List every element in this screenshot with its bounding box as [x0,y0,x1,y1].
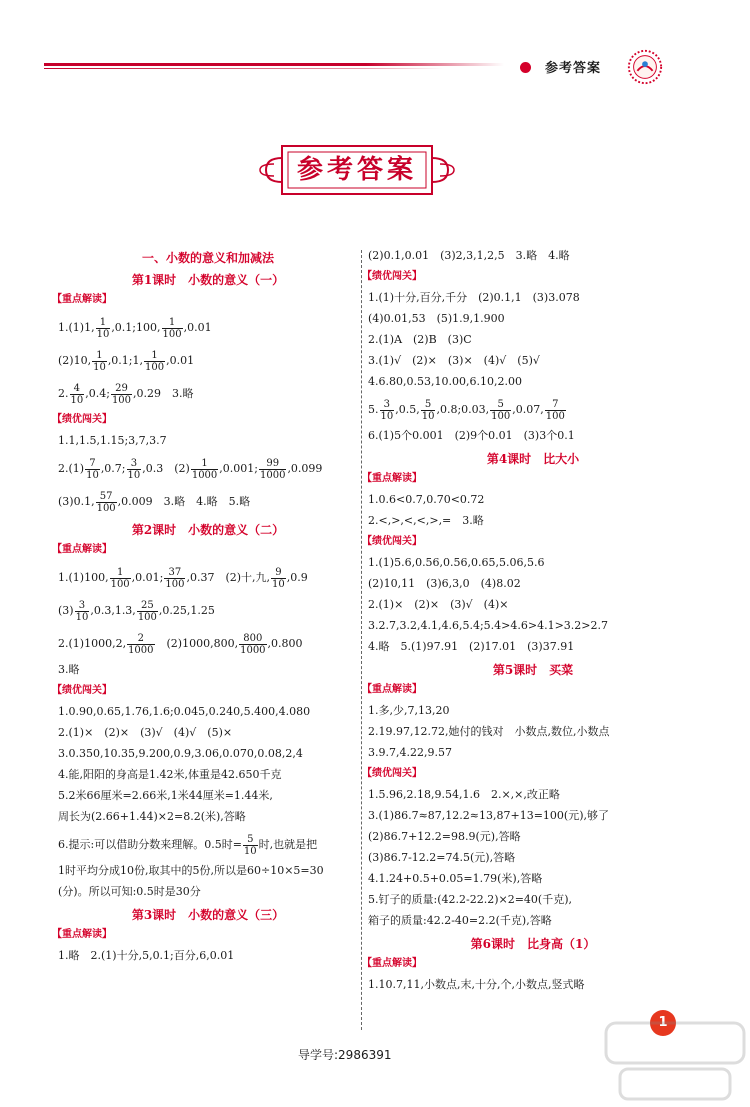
answer-line: 2.(1) $\frac{7}{10}$ ,0.7; $\frac{3}{10}$ ,0.3 (2) $\frac{1}{1000}$ ,0.001; $\frac{99}{1000}$ ,0.099 [58,457,323,481]
answer-line: 周长为(2.66+1.44)×2=8.2(米),答略 [58,810,246,823]
answer-line: (4)0.01,53 (5)1.9,1.900 [368,312,505,325]
answer-line: 1时平均分成10份,取其中的5份,所以是60÷10×5=30 [58,864,324,877]
answer-line: (2)10,11 (3)6,3,0 (4)8.02 [368,577,521,590]
fraction: $\frac{1}{100}$ [110,566,130,590]
answer-line: 1.(1)100, $\frac{1}{100}$ ,0.01; $\frac{37}{100}$ ,0.37 (2)十,九, $\frac{9}{10}$ ,0.9 [58,566,308,590]
guide-number: 导学号:2986391 [298,1048,392,1062]
fraction: $\frac{57}{100}$ [96,490,116,514]
answer-line: 2.(1)1000,2, $\frac{2}{1000}$ (2)1000,800, $\frac{800}{1000}$ ,0.800 [58,632,303,656]
answer-line: 1.0.6<0.7,0.70<0.72 [368,493,485,506]
fraction: $\frac{5}{100}$ [491,398,511,422]
answer-line: (2)86.7+12.2=98.9(元),答略 [368,830,521,843]
header-bullet-icon [520,62,531,73]
lesson-heading: 第6课时 比身高（1） [470,937,596,951]
answer-line: 1.5.96,2.18,9.54,1.6 2.×,×,改正略 [368,788,560,801]
section-label: 【重点解读】 [362,958,422,969]
answer-line: 6.提示:可以借助分数来理解。0.5时= $\frac{5}{10}$ 时,也就是把 [58,833,318,857]
fraction: $\frac{1}{100}$ [145,349,165,373]
section-label: 【重点解读】 [52,929,112,940]
left-column [52,250,358,971]
answer-line: 4.6.80,0.53,10.00,6.10,2.00 [368,375,522,388]
column-divider [361,250,362,1030]
answer-line: 4.略 5.(1)97.91 (2)17.01 (3)37.91 [368,640,575,653]
fraction: $\frac{7}{100}$ [545,398,565,422]
answer-line: 3.(1)√ (2)× (3)× (4)√ (5)√ [368,354,540,367]
fraction: $\frac{25}{100}$ [137,599,157,623]
fraction: $\frac{5}{10}$ [421,398,435,422]
section-label: 【绩优闯关】 [362,768,422,779]
answer-line: 1.(1)十分,百分,千分 (2)0.1,1 (3)3.078 [368,291,580,304]
answer-line: 2.(1)× (2)× (3)√ (4)√ (5)× [58,726,233,739]
answer-line: 1.(1)1, $\frac{1}{10}$ ,0.1;100, $\frac{1}{100}$ ,0.01 [58,316,212,340]
section-label: 【重点解读】 [52,294,112,305]
answer-line: 6.(1)5个0.001 (2)9个0.01 (3)3个0.1 [368,429,575,442]
fraction: $\frac{9}{10}$ [272,566,285,590]
fraction: $\frac{2}{1000}$ [128,632,154,656]
fraction: $\frac{4}{10}$ [70,382,84,406]
answer-line: (分)。所以可知:0.5时是30分 [58,885,201,898]
answer-line: 1.10.7,11,小数点,末,十分,个,小数点,竖式略 [368,978,585,991]
answer-line: 箱子的质量:42.2-40=2.2(千克),答略 [368,914,552,927]
answer-line: 5.钉子的质量:(42.2-22.2)×2=40(千克), [368,893,572,906]
header-title: 参考答案 [545,61,602,76]
fraction: $\frac{37}{100}$ [165,566,185,590]
answer-line: 3.(1)86.7≈87,12.2≈13,87+13=100(元),够了 [368,809,609,822]
fraction: $\frac{7}{10}$ [86,457,99,481]
page-title: 参考答案 [296,155,417,185]
answer-line: 3.2.7,3.2,4.1,4.6,5.4;5.4>4.6>4.1>3.2>2.7 [368,619,608,632]
answer-line: 3.9.7,4.22,9.57 [368,746,452,759]
fraction: $\frac{1}{1000}$ [191,457,218,481]
fraction: $\frac{3}{10}$ [75,599,89,623]
fraction: $\frac{5}{10}$ [243,833,257,857]
lesson-heading: 第3课时 小数的意义（三） [131,908,285,922]
answer-line: 4.能,阳阳的身高是1.42米,体重是42.650千克 [58,768,282,781]
answer-line: 3.0.350,10.35,9.200,0.9,3.06,0.070,0.08,2,4 [58,747,303,760]
fraction: $\frac{3}{10}$ [127,457,141,481]
fraction: $\frac{29}{100}$ [111,382,132,406]
lesson-heading: 第5课时 买菜 [492,663,574,677]
section-label: 【绩优闯关】 [52,685,112,696]
answer-line: 1.略 2.(1)十分,5,0.1;百分,6,0.01 [58,949,235,962]
watermark-logo-icon [600,1015,750,1107]
answer-line: 2.19.97,12.72,她付的钱对 小数点,数位,小数点 [368,725,610,738]
section-label: 【重点解读】 [362,684,422,695]
header-rule [44,63,504,66]
header-rule-thin [44,68,444,69]
answer-line: (3) $\frac{3}{10}$ ,0.3,1.3, $\frac{25}{100}$ ,0.25,1.25 [58,599,215,623]
answer-line: (3)86.7-12.2=74.5(元),答略 [368,851,516,864]
section-label: 【绩优闯关】 [362,271,422,282]
page-number: 1 [650,1010,676,1036]
answer-line: 1.1,1.5,1.15;3,7,3.7 [58,434,167,447]
fraction: $\frac{1}{100}$ [162,316,182,340]
answer-line: 1.多,少,7,13,20 [368,704,450,717]
right-column [362,249,698,1000]
answer-line: 2.<,>,<,<,>,= 3.略 [368,514,484,527]
section-label: 【重点解读】 [362,473,422,484]
answer-line: (2)10, $\frac{1}{10}$ ,0.1;1, $\frac{1}{100}$ ,0.01 [58,349,195,373]
section-label: 【绩优闯关】 [52,414,112,425]
lesson-heading: 第4课时 比大小 [486,452,580,466]
book-emblem-icon [626,48,664,86]
answer-line: 2.(1)× (2)× (3)√ (4)× [368,598,509,611]
fraction: $\frac{800}{1000}$ [240,632,266,656]
lesson-heading: 第1课时 小数的意义（一） [131,273,285,287]
fraction: $\frac{1}{10}$ [96,316,110,340]
section-label: 【绩优闯关】 [362,536,422,547]
fraction: $\frac{1}{10}$ [93,349,106,373]
answer-line: (3)0.1, $\frac{57}{100}$ ,0.009 3.略 4.略 5.略 [58,490,251,514]
answer-line: 4.1.24+0.5+0.05=1.79(米),答略 [368,872,543,885]
answer-line: 1.(1)5.6,0.56,0.56,0.65,5.06,5.6 [368,556,545,569]
answer-line: 3.略 [58,663,80,676]
answer-line: 2.(1)A (2)B (3)C [368,333,472,346]
answer-line: 2. $\frac{4}{10}$ ,0.4; $\frac{29}{100}$ ,0.29 3.略 [58,382,194,406]
fraction: $\frac{3}{10}$ [380,398,394,422]
answer-line: 5. $\frac{3}{10}$ ,0.5, $\frac{5}{10}$ ,0.8;0.03, $\frac{5}{100}$ ,0.07, $\frac{7}{100}$ [368,398,565,422]
lesson-heading: 第2课时 小数的意义（二） [131,523,285,537]
answer-line: (2)0.1,0.01 (3)2,3,1,2,5 3.略 4.略 [368,249,570,262]
answer-line: 1.0.90,0.65,1.76,1.6;0.045,0.240,5.400,4.080 [58,705,311,718]
chapter-heading: 一、小数的意义和加减法 [141,251,274,265]
section-label: 【重点解读】 [52,544,112,555]
fraction: $\frac{99}{1000}$ [259,457,286,481]
answer-line: 5.2米66厘米=2.66米,1米44厘米=1.44米, [58,789,273,802]
